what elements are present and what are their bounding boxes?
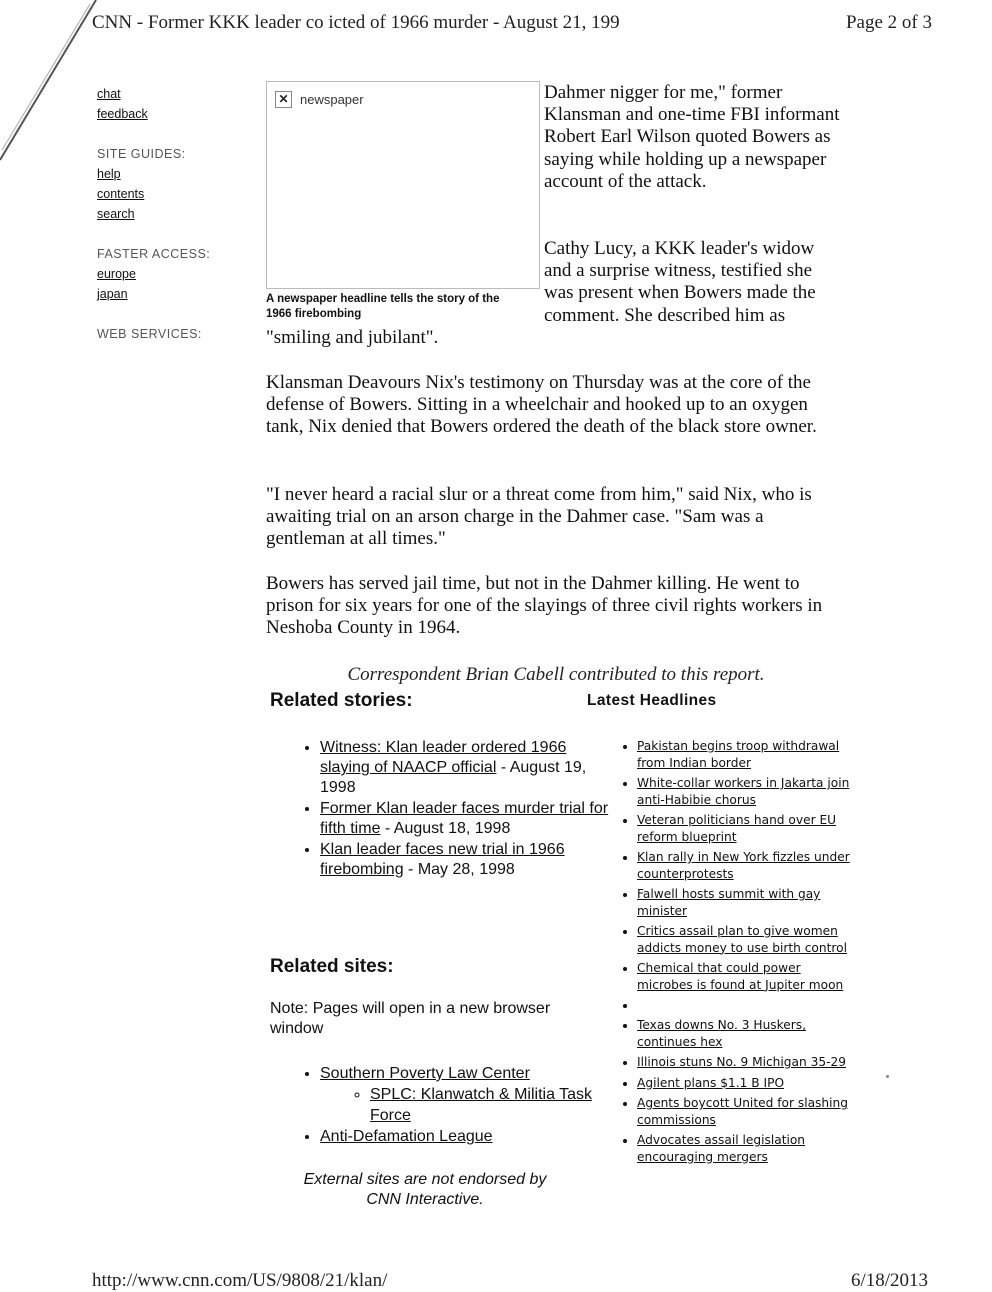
article-paragraph: Cathy Lucy, a KKK leader's widow and a surprise witness, testified she was present when Bowers made the comment. She described him as	[544, 238, 816, 326]
list-item	[637, 960, 859, 993]
headline-link[interactable]: Critics assail plan to give women addicts money to use birth control	[637, 924, 847, 955]
print-page-number: Page 2 of 3	[845, 12, 932, 33]
related-sites-note: Note: Pages will open in a new browser window	[270, 1000, 551, 1037]
sidebar-link-feedback[interactable]: feedback	[97, 107, 148, 121]
related-story-date: - May 28, 1998	[403, 861, 515, 878]
headline-link[interactable]: White-collar workers in Jakarta join anti-Habibie chorus	[637, 776, 850, 807]
list-item	[637, 1054, 859, 1071]
related-story-link[interactable]: Witness: Klan leader ordered 1966 slaying of NAACP official	[320, 739, 567, 776]
sidebar-link-contents[interactable]: contents	[97, 187, 145, 201]
sidebar-link-help[interactable]: help	[97, 167, 121, 181]
site-link-splc[interactable]: Southern Poverty Law Center	[320, 1065, 530, 1082]
list-item	[637, 812, 859, 845]
print-footer-url: http://www.cnn.com/US/9808/21/klan/	[92, 1270, 388, 1291]
related-stories-list	[300, 738, 610, 881]
list-item	[637, 775, 859, 808]
article-paragraph: Bowers has served jail time, but not in the Dahmer killing. He went to prison for six years for one of the slayings of three civil rights workers in Neshoba County in 1964.	[266, 573, 823, 639]
site-link-klanwatch[interactable]: SPLC: Klanwatch & Militia Task Force	[370, 1086, 593, 1124]
list-item	[637, 849, 859, 882]
list-item	[320, 799, 610, 839]
broken-image-icon: ✕	[275, 91, 292, 108]
web-services-label: WEB SERVICES:	[97, 327, 202, 341]
article-paragraph: Dahmer nigger for me," former Klansman and one-time FBI informant Robert Earl Wilson quoted Bowers as saying while holding up a newspaper account of the attack.	[544, 82, 840, 192]
external-sites-disclaimer: External sites are not endorsed by CNN Interactive.	[303, 1171, 547, 1208]
headline-link[interactable]: Falwell hosts summit with gay minister	[637, 887, 821, 918]
list-item-empty	[637, 997, 859, 1013]
headline-link[interactable]: Advocates assail legislation encouraging mergers	[637, 1133, 806, 1164]
sidebar-link-chat[interactable]: chat	[97, 87, 121, 101]
headline-link[interactable]: Agents boycott United for slashing commissions	[637, 1096, 848, 1127]
list-item	[637, 923, 859, 956]
headline-link[interactable]: Illinois stuns No. 9 Michigan 35-29	[637, 1055, 847, 1069]
headline-link[interactable]: Pakistan begins troop withdrawal from Indian border	[637, 739, 840, 770]
list-item	[637, 886, 859, 919]
site-link-adl[interactable]: Anti-Defamation League	[320, 1128, 493, 1145]
list-item	[370, 1084, 610, 1126]
headline-link[interactable]: Chemical that could power microbes is found at Jupiter moon	[637, 961, 844, 992]
related-sites-list	[300, 1063, 610, 1147]
latest-headlines-list	[617, 738, 859, 1169]
related-stories-heading: Related stories:	[270, 690, 413, 711]
article-credit: Correspondent Brian Cabell contributed to this report.	[347, 664, 765, 685]
sidebar-link-japan[interactable]: japan	[97, 287, 128, 301]
print-header-title: CNN - Former KKK leader co icted of 1966 murder - August 21, 199	[92, 12, 620, 33]
headline-link[interactable]: Texas downs No. 3 Huskers, continues hex	[637, 1018, 806, 1049]
list-item	[637, 1017, 859, 1050]
related-story-link[interactable]: Klan leader faces new trial in 1966 firebombing	[320, 841, 565, 878]
article-paragraph: "I never heard a racial slur or a threat come from him," said Nix, who is awaiting trial on an arson charge in the Dahmer case. "Sam was a gentleman at all times."	[266, 484, 812, 550]
sidebar	[97, 84, 210, 344]
related-sites-heading: Related sites:	[270, 956, 394, 977]
sidebar-link-search[interactable]: search	[97, 207, 135, 221]
print-footer-date: 6/18/2013	[850, 1270, 928, 1291]
article-paragraph: Klansman Deavours Nix's testimony on Thursday was at the core of the defense of Bowers. Sitting in a wheelchair and hooked up to an oxygen tank, Nix denied that Bowers ordered the death of the black store owner.	[266, 372, 817, 438]
related-story-date: - August 18, 1998	[380, 820, 511, 837]
list-item	[637, 1095, 859, 1128]
list-item	[320, 1126, 610, 1147]
list-item	[320, 840, 610, 880]
broken-image-placeholder	[266, 81, 540, 289]
headline-link[interactable]: Klan rally in New York fizzles under counterprotests	[637, 850, 850, 881]
scan-speck	[886, 1075, 889, 1078]
list-item	[637, 738, 859, 771]
image-caption: A newspaper headline tells the story of the 1966 firebombing	[266, 293, 500, 320]
faster-access-label: FASTER ACCESS:	[97, 247, 211, 261]
site-guides-label: SITE GUIDES:	[97, 147, 186, 161]
headline-link[interactable]: Agilent plans $1.1 B IPO	[637, 1075, 785, 1090]
list-item	[637, 1075, 859, 1092]
list-item	[320, 738, 610, 798]
headline-link[interactable]: Veteran politicians hand over EU reform blueprint	[637, 813, 837, 844]
latest-headlines-heading: Latest Headlines	[587, 692, 717, 709]
related-story-link[interactable]: Former Klan leader faces murder trial for fifth time	[320, 800, 609, 837]
article-paragraph: "smiling and jubilant".	[266, 327, 439, 348]
related-story-date: - August 19, 1998	[320, 759, 587, 796]
sidebar-link-europe[interactable]: europe	[97, 267, 136, 281]
list-item	[320, 1063, 610, 1126]
list-item	[637, 1132, 859, 1165]
image-alt-text: newspaper	[300, 92, 364, 107]
